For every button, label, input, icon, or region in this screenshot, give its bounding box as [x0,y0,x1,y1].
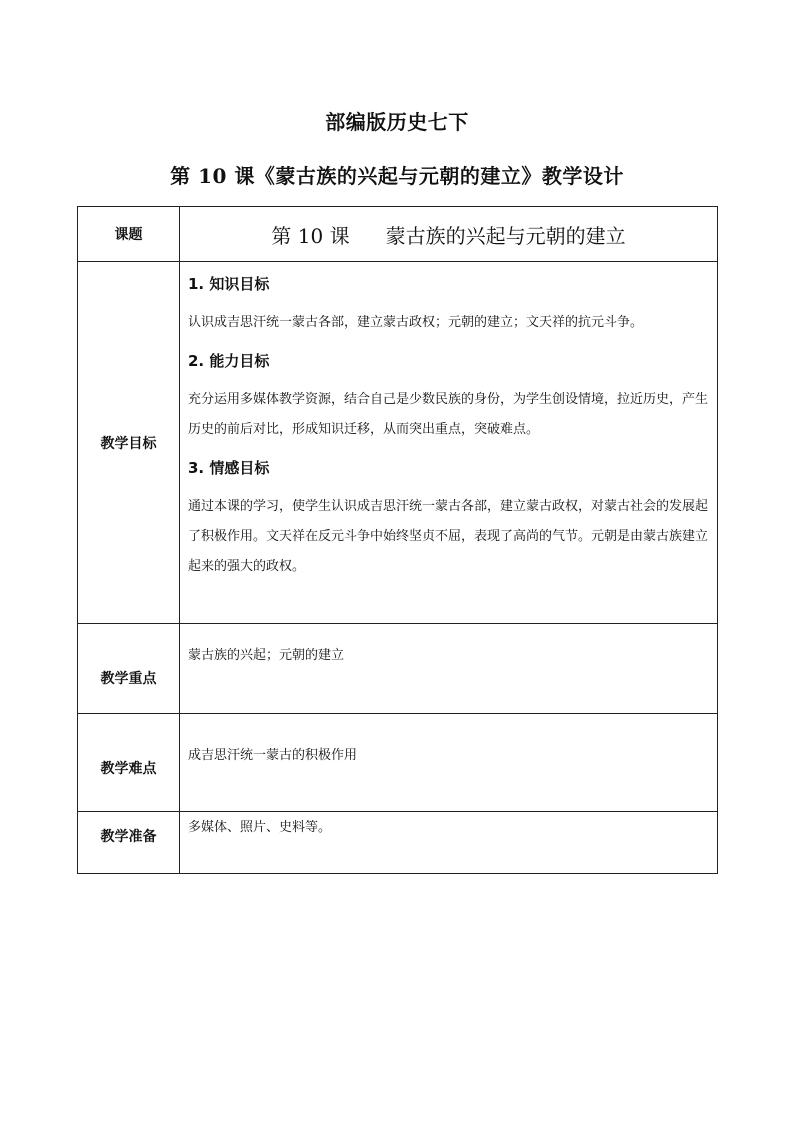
focus-content [180,624,718,714]
difficulty-label: 教学难点 [78,714,180,812]
preparation-text: 多媒体、照片、史料等。 [188,820,332,835]
topic-row [78,207,718,262]
difficulty-row [78,714,718,812]
topic-value [180,207,718,262]
goals-row [78,262,718,624]
difficulty-text: 成吉思汗统一蒙古的积极作用 [188,748,358,763]
document-subtitle: 第 10 课《蒙古族的兴起与元朝的建立》教学设计 [170,164,624,188]
lesson-name: 蒙古族的兴起与元朝的建立 [385,223,626,248]
preparation-label: 教学准备 [78,812,180,874]
emotion-goal-text: 通过本课的学习，使学生认识成吉思汗统一蒙古各部，建立蒙古政权，对蒙古社会的发展起了积极作用。文天祥在反元斗争中始终坚贞不屈，表现了高尚的气节。元朝是由蒙古族建立起来的强大的政权。 [188,499,709,574]
topic-label: 课题 [78,207,180,262]
focus-row [78,624,718,714]
document-title: 部编版历史七下 [325,110,469,134]
goals-label: 教学目标 [78,262,180,624]
preparation-row [78,812,718,874]
focus-text: 蒙古族的兴起；元朝的建立 [188,648,345,663]
knowledge-goal-text: 认识成吉思汗统一蒙古各部，建立蒙古政权；元朝的建立；文天祥的抗元斗争。 [188,315,644,330]
emotion-goal-heading: 3. 情感目标 [188,459,270,477]
knowledge-goal-heading: 1. 知识目标 [188,275,270,293]
goals-content [180,262,718,624]
ability-goal-text: 充分运用多媒体教学资源，结合自己是少数民族的身份，为学生创设情境，拉近历史，产生历史的前后对比，形成知识迁移，从而突出重点，突破难点。 [188,392,709,437]
ability-goal-heading: 2. 能力目标 [188,352,270,370]
preparation-content [180,812,718,874]
focus-label: 教学重点 [78,624,180,714]
lesson-number: 第 10 课 [271,223,350,248]
difficulty-content [180,714,718,812]
lesson-plan-table [77,206,718,874]
